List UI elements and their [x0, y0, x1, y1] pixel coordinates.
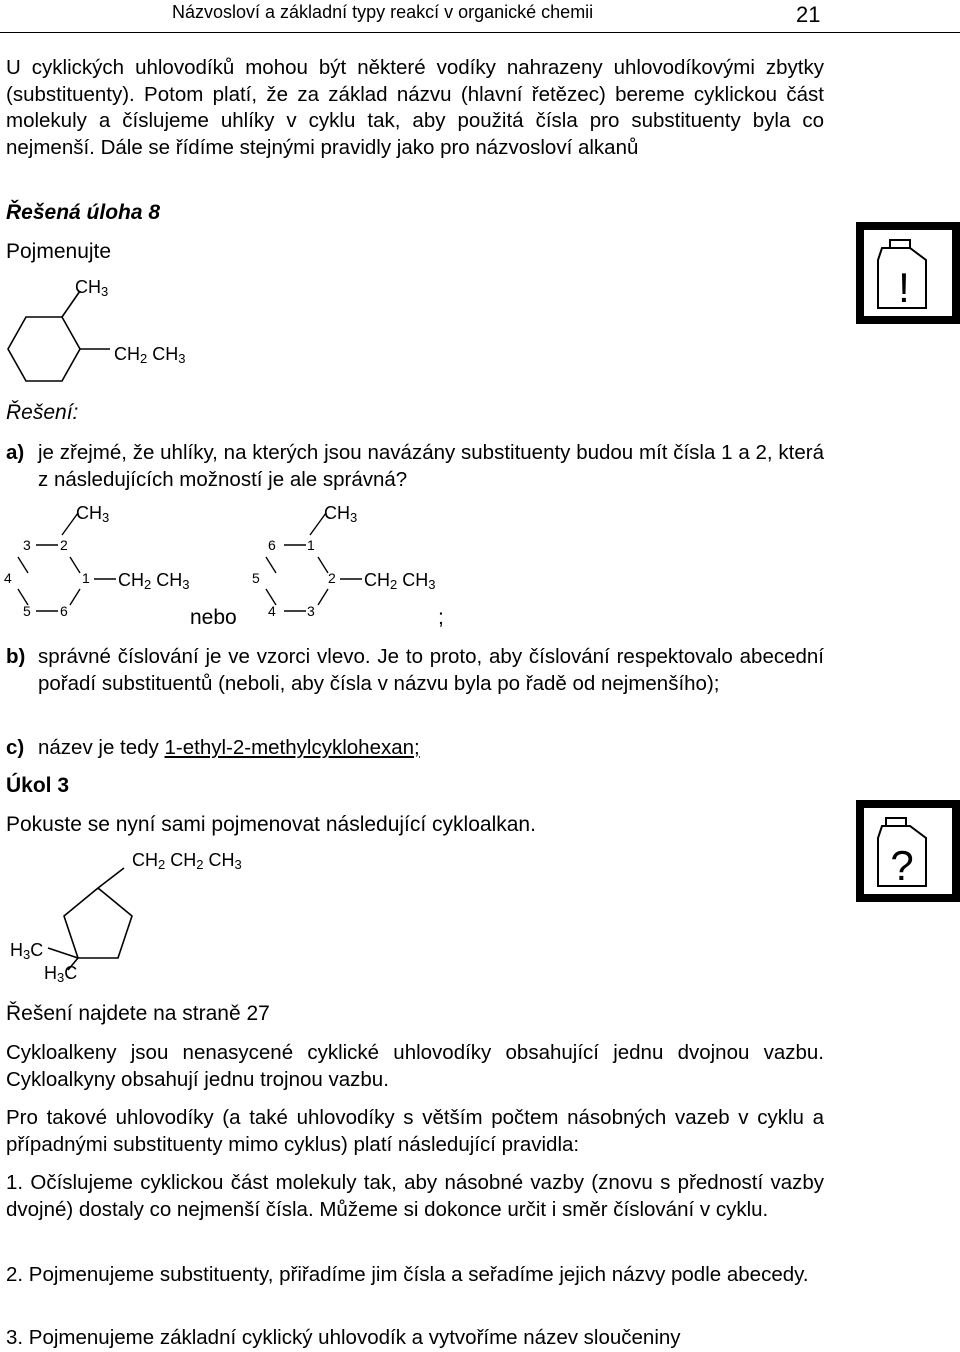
- substituent-methyl: $CH_3$: [324, 503, 358, 525]
- question-glyph: ?: [890, 842, 914, 889]
- answer-prefix: název je tedy: [38, 736, 165, 759]
- solution-reference: Řešení najdete na straně 27: [6, 1002, 270, 1025]
- substituent-ethyl: $CH_2$ $CH_3$: [364, 570, 436, 592]
- substituent-methyl-b: $H_3C$: [44, 963, 78, 985]
- rules-intro-paragraph: Pro takové uhlovodíky (a také uhlovodíky s větším počtem násobných vazeb v cyklu a případnými substituenty mimo cyklus) platí následující pravidla:: [6, 1106, 824, 1156]
- rule-item: 1. Očíslujeme cyklickou část molekuly tak, aby násobné vazby (znovu s předností vazby dvojné) dostaly co nejmenší čísla. Můžeme si dokonce určit i směr číslování v cyklu.: [6, 1171, 824, 1221]
- cyclohexane-structure-1: [0, 275, 220, 385]
- header-rule: [0, 32, 960, 33]
- substituent-methyl-a: $H_3C$: [10, 940, 44, 962]
- rule-item: 3. Pojmenujeme základní cyklický uhlovodík a vytvoříme název sloučeniny: [6, 1326, 681, 1349]
- solution-item-c: c) název je tedy 1-ethyl-2-methylcyklohexan;: [6, 736, 420, 759]
- ring-number: 2: [60, 537, 68, 553]
- substituent-methyl: $CH_3$: [76, 503, 110, 525]
- exclamation-glyph: !: [898, 264, 910, 311]
- task8-heading: Řešená úloha 8: [6, 201, 161, 224]
- task3-heading: Úkol 3: [6, 774, 70, 797]
- page-number: 21: [796, 2, 821, 27]
- ring-number: 6: [60, 603, 68, 619]
- ring-number: 5: [252, 570, 260, 586]
- solution-label: Řešení:: [6, 401, 79, 424]
- substituent-methyl: $CH_3$: [75, 277, 109, 299]
- substituent-ethyl: $CH_2$ $CH_3$: [118, 570, 190, 592]
- ring-number: 6: [268, 537, 276, 553]
- ring-number: 1: [82, 570, 90, 586]
- question-icon: [856, 800, 960, 902]
- solution-item-b: b) správné číslování je ve vzorci vlevo. Je to proto, aby číslování respektovalo abecední pořadí substituentů (neboli, aby čísla v názvu byla po řadě od nejmenšího);: [6, 645, 824, 695]
- task3-prompt: Pokuste se nyní sami pojmenovat následující cykloalkan.: [6, 813, 536, 836]
- alkenes-paragraph: Cykloalkeny jsou nenasycené cyklické uhlovodíky obsahující jednu dvojnou vazbu. Cykloalkyny obsahují jednu trojnou vazbu.: [6, 1041, 824, 1091]
- ring-number: 4: [268, 603, 276, 619]
- substituent-propyl: $CH_2$ $CH_2$ $CH_3$: [132, 850, 242, 872]
- ring-number: 5: [23, 603, 31, 619]
- solution-item-a: a) je zřejmé, že uhlíky, na kterých jsou navázány substituenty budou mít čísla 1 a 2, která z následujících možností je ale správná?: [6, 441, 824, 491]
- ring-number: 3: [307, 603, 315, 619]
- ring-number: 2: [328, 570, 336, 586]
- or-word: nebo: [190, 606, 237, 629]
- exclamation-icon: [856, 222, 960, 324]
- ring-number: 1: [307, 537, 315, 553]
- task8-prompt: Pojmenujte: [6, 240, 112, 263]
- ring-number: 4: [4, 570, 12, 586]
- ring-number: 3: [23, 537, 31, 553]
- intro-paragraph: U cyklických uhlovodíků mohou být některé vodíky nahrazeny uhlovodíkovými zbytky (substituenty). Potom platí, že za základ názvu (hlavní řetězec) bereme cyklickou část molekuly a číslujeme uhlíky v cyklu tak, aby použitá čísla pro substituenty byla co nejmenší. Dále se řídíme stejnými pravidly jako pro názvosloví alkanů: [6, 56, 824, 159]
- answer-name: 1-ethyl-2-methylcyklohexan;: [164, 736, 420, 759]
- semicolon: ;: [438, 606, 444, 629]
- running-header-title: Názvosloví a základní typy reakcí v organické chemii: [172, 2, 594, 22]
- rule-item: 2. Pojmenujeme substituenty, přiřadíme jim čísla a seřadíme jejich názvy podle abecedy.: [6, 1263, 809, 1286]
- substituent-ethyl: $CH_2$ $CH_3$: [114, 344, 186, 366]
